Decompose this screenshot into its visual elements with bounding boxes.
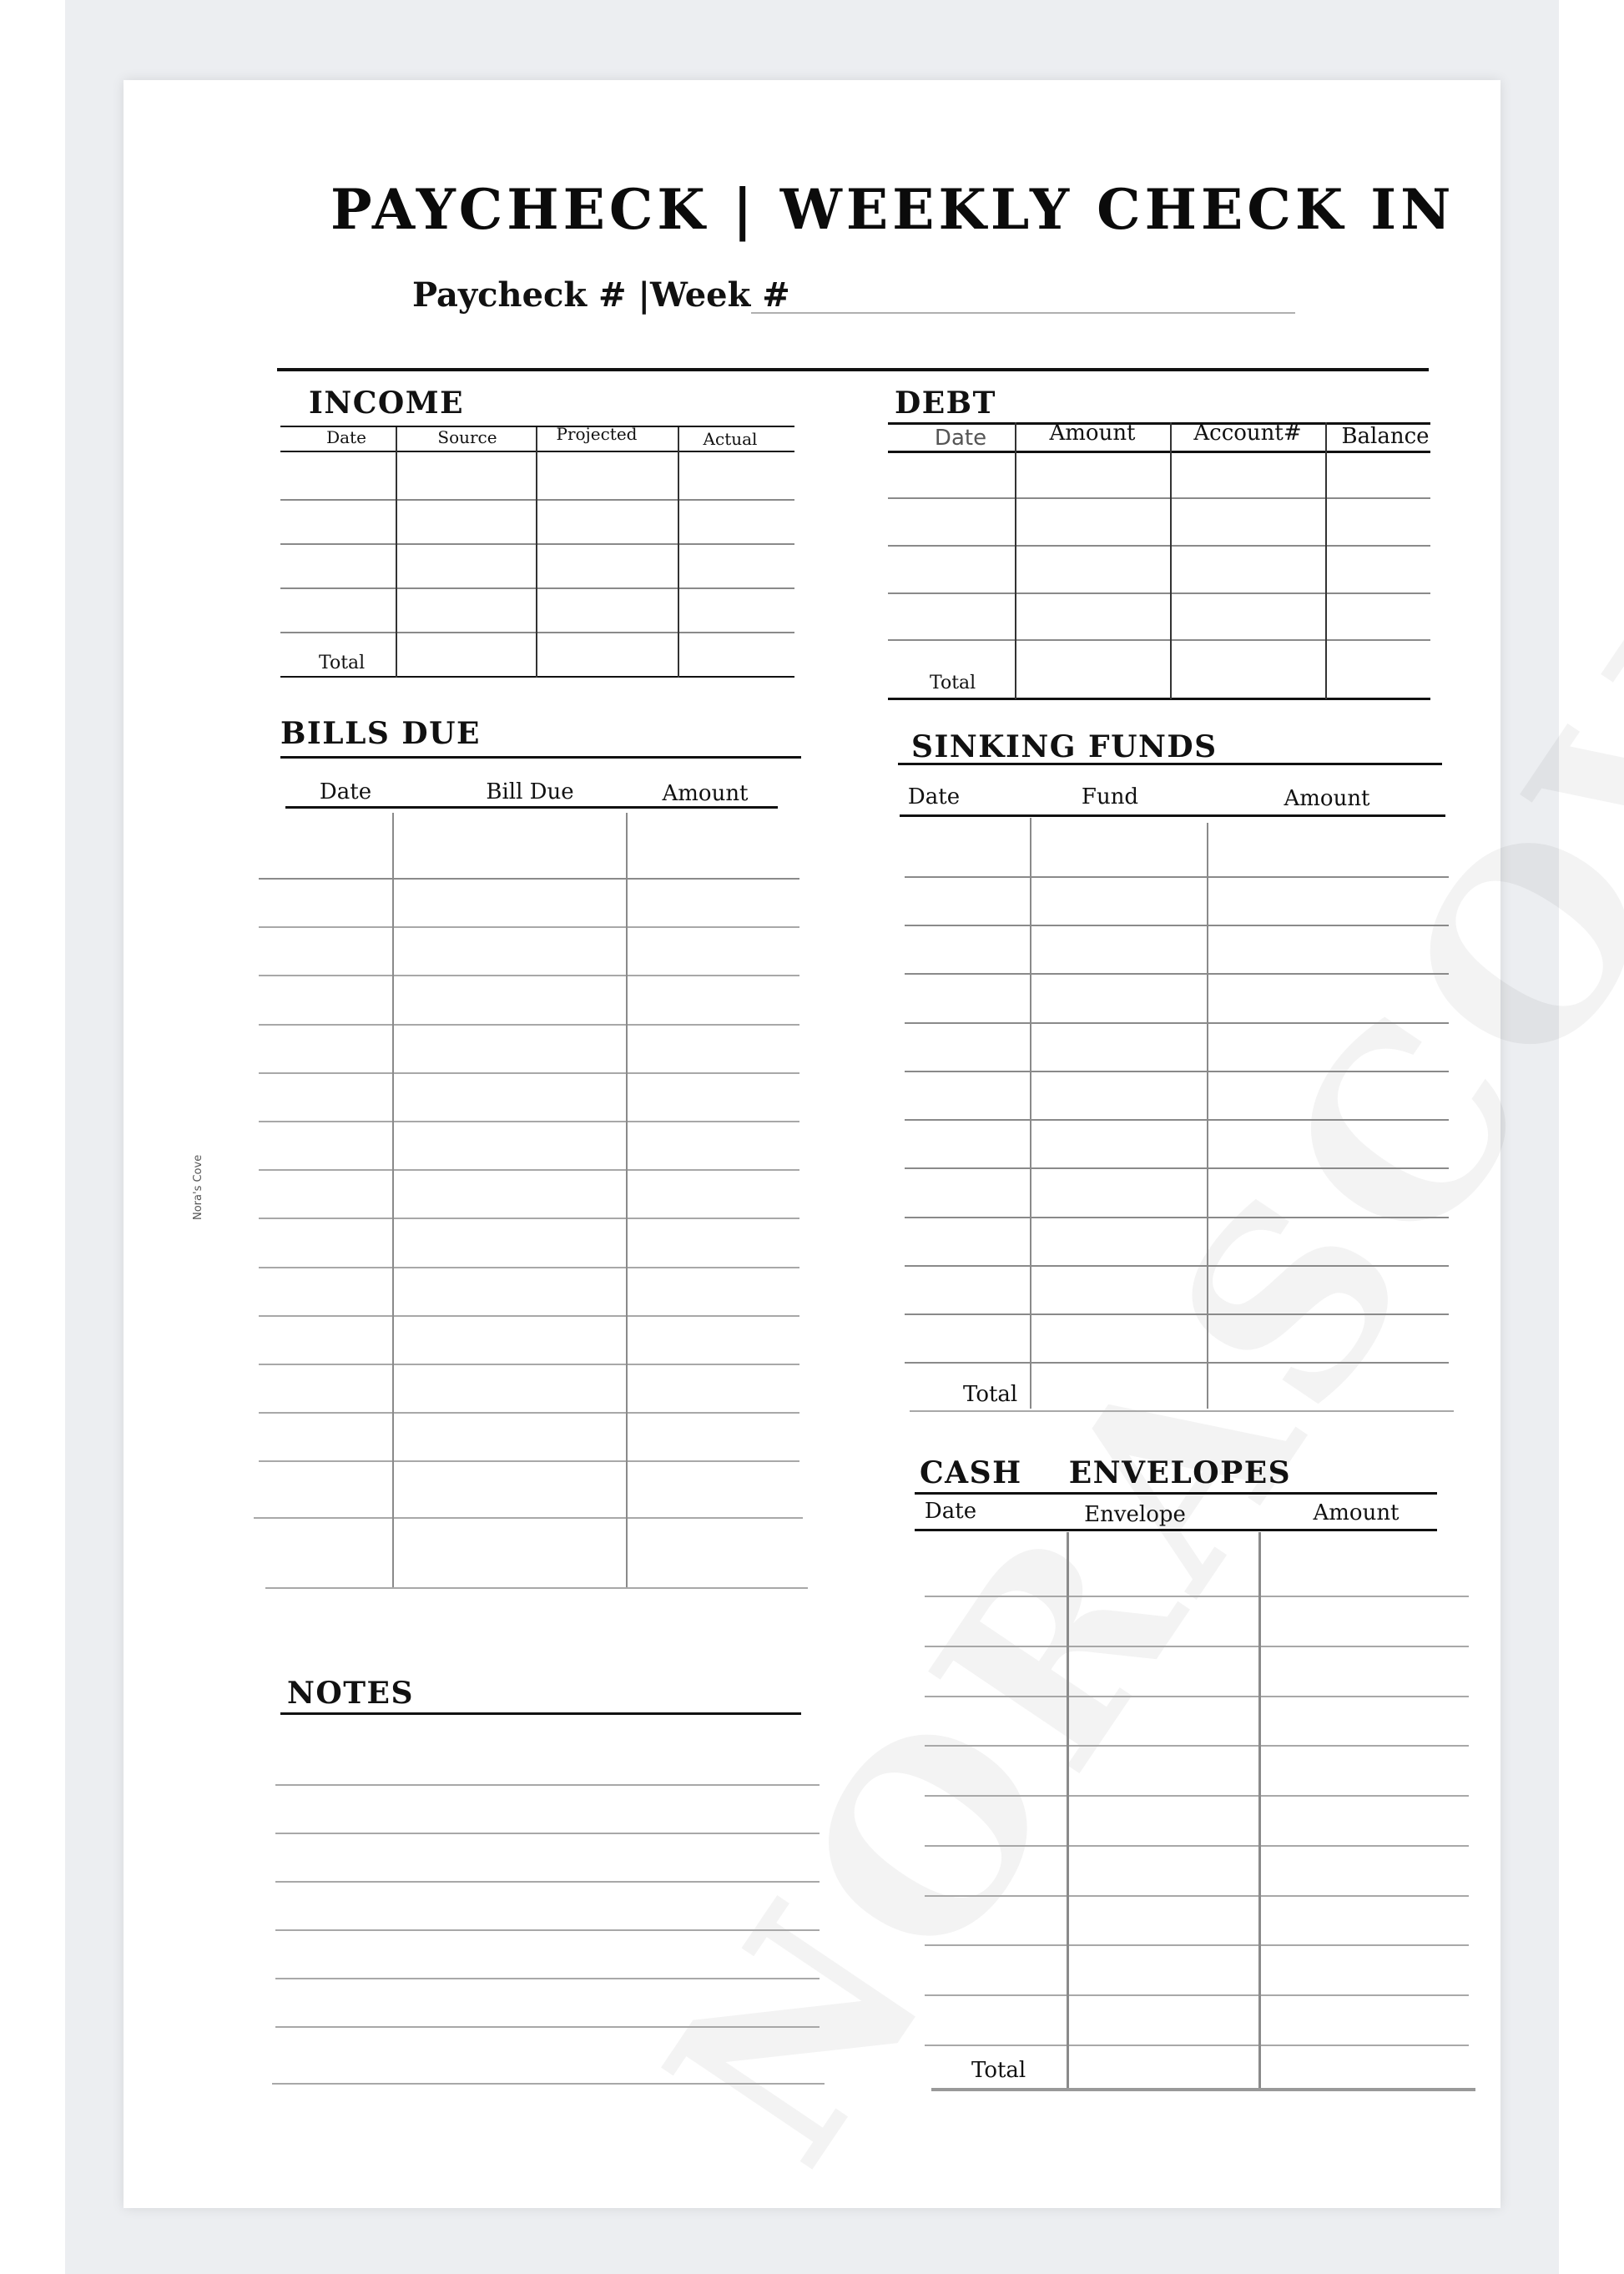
cash-envelopes-row-line	[925, 1646, 1469, 1647]
income-row-line	[280, 587, 794, 589]
debt-col-balance: Balance	[1341, 424, 1430, 449]
debt-col-date: Date	[934, 426, 987, 451]
cash-envelopes-top-rule	[915, 1492, 1437, 1495]
sinking-funds-title: SINKING FUNDS	[911, 729, 1218, 764]
income-title: INCOME	[309, 386, 465, 421]
header-divider	[277, 368, 1429, 371]
bills-due-row-line	[259, 1024, 799, 1026]
sinking-funds-header-rule	[900, 814, 1445, 817]
debt-title: DEBT	[895, 386, 996, 421]
cash-envelopes-col-envelope: Envelope	[1084, 1502, 1186, 1527]
sinking-funds-row-line	[905, 1313, 1449, 1315]
cash-envelopes-row-line	[925, 1795, 1469, 1797]
bills-due-row-line	[259, 1169, 799, 1171]
side-brand-text: Nora's Cove	[192, 1154, 204, 1220]
bills-due-col-date: Date	[319, 779, 372, 804]
cash-envelopes-row-line	[925, 1696, 1469, 1697]
notes-line[interactable]	[275, 1833, 820, 1834]
income-col-actual: Actual	[703, 429, 758, 449]
bills-due-row-line	[259, 1121, 799, 1122]
cash-envelopes-row-line	[925, 1745, 1469, 1747]
sinking-funds-col-amount: Amount	[1284, 786, 1370, 811]
sinking-funds-row-line	[905, 1265, 1449, 1267]
debt-col-account: Account#	[1193, 421, 1302, 446]
page-title: PAYCHECK | WEEKLY CHECK IN	[330, 177, 1455, 242]
cash-envelopes-row-line	[925, 1895, 1469, 1897]
income-total-label: Total	[319, 653, 366, 673]
bills-due-col-divider	[392, 813, 394, 1587]
cash-envelopes-title: CASH ENVELOPES	[920, 1455, 1292, 1490]
sinking-funds-top-rule	[898, 763, 1442, 765]
income-row-line	[280, 499, 794, 501]
debt-total-label: Total	[930, 673, 976, 693]
bills-due-col-divider	[626, 813, 628, 1587]
cash-envelopes-col-amount: Amount	[1313, 1500, 1400, 1525]
notes-top-rule	[280, 1712, 801, 1715]
income-col-projected: Projected	[556, 424, 638, 444]
income-header-rule	[280, 451, 794, 452]
sinking-funds-row-line	[905, 1022, 1449, 1024]
cash-envelopes-row-line	[925, 2045, 1469, 2046]
bills-due-bottom-rule	[265, 1587, 808, 1589]
notes-line[interactable]	[275, 1978, 820, 1979]
debt-row-line	[888, 545, 1430, 547]
cash-envelopes-header-rule	[915, 1529, 1437, 1531]
bills-due-header-rule	[285, 806, 778, 809]
debt-row-line	[888, 639, 1430, 641]
debt-row-line	[888, 497, 1430, 499]
cash-envelopes-col-date: Date	[924, 1499, 977, 1524]
sinking-funds-row-line	[905, 1071, 1449, 1072]
bills-due-title: BILLS DUE	[280, 716, 481, 751]
sinking-funds-col-divider	[1030, 818, 1031, 1409]
cash-envelopes-col-divider	[1258, 1532, 1261, 2088]
sinking-funds-col-fund: Fund	[1081, 784, 1139, 809]
sinking-funds-col-date: Date	[907, 784, 961, 809]
income-col-divider	[536, 427, 537, 678]
debt-col-divider	[1170, 422, 1172, 699]
debt-col-divider	[1325, 422, 1327, 699]
bills-due-col-amount: Amount	[662, 781, 749, 806]
sinking-funds-row-line	[905, 1217, 1449, 1218]
cash-envelopes-row-line	[925, 1944, 1469, 1946]
cash-envelopes-total-label: Total	[971, 2058, 1026, 2083]
sinking-funds-col-divider	[1207, 823, 1208, 1409]
debt-col-divider	[1015, 422, 1016, 699]
cash-envelopes-row-line	[925, 1994, 1469, 1996]
bills-due-row-line	[259, 975, 799, 976]
bills-due-row-line	[259, 1072, 799, 1074]
bills-due-row-line	[259, 878, 799, 880]
bills-due-row-line	[259, 1460, 799, 1462]
income-row-line	[280, 632, 794, 633]
sinking-funds-total-rule	[910, 1410, 1454, 1412]
cash-envelopes-row-line	[925, 1596, 1469, 1597]
paycheck-week-field[interactable]	[751, 312, 1295, 314]
sinking-funds-row-line	[905, 876, 1449, 878]
bills-due-row-line	[259, 1364, 799, 1365]
notes-line[interactable]	[272, 2083, 825, 2085]
bills-due-top-rule	[280, 756, 801, 759]
cash-envelopes-col-divider	[1067, 1532, 1069, 2088]
sinking-funds-row-line	[905, 1167, 1449, 1169]
sinking-funds-row-line	[905, 1119, 1449, 1121]
cash-envelopes-row-line	[925, 1845, 1469, 1847]
bills-due-row-line	[254, 1517, 803, 1519]
debt-total-rule	[888, 698, 1430, 700]
debt-header-rule	[888, 451, 1430, 453]
income-total-rule	[280, 676, 794, 678]
income-col-date: Date	[326, 427, 366, 447]
cash-envelopes-total-rule	[931, 2088, 1475, 2091]
bills-due-col-bill: Bill Due	[486, 779, 574, 804]
income-col-source: Source	[437, 427, 497, 447]
notes-title: NOTES	[287, 1676, 414, 1711]
notes-line[interactable]	[275, 1929, 820, 1931]
notes-line[interactable]	[275, 2026, 820, 2028]
sinking-funds-row-line	[905, 1362, 1449, 1364]
bills-due-row-line	[259, 926, 799, 928]
debt-col-amount: Amount	[1049, 421, 1136, 446]
debt-row-line	[888, 592, 1430, 594]
income-col-divider	[396, 427, 397, 678]
bills-due-row-line	[259, 1412, 799, 1414]
bills-due-row-line	[259, 1218, 799, 1219]
sinking-funds-total-label: Total	[963, 1382, 1018, 1407]
notes-line[interactable]	[275, 1784, 820, 1786]
paycheck-week-label: Paycheck # |Week #	[412, 275, 790, 315]
sinking-funds-row-line	[905, 925, 1449, 926]
sinking-funds-row-line	[905, 973, 1449, 975]
bills-due-row-line	[259, 1315, 799, 1317]
income-row-line	[280, 543, 794, 545]
notes-line[interactable]	[275, 1881, 820, 1883]
income-col-divider	[678, 427, 679, 678]
bills-due-row-line	[259, 1267, 799, 1268]
